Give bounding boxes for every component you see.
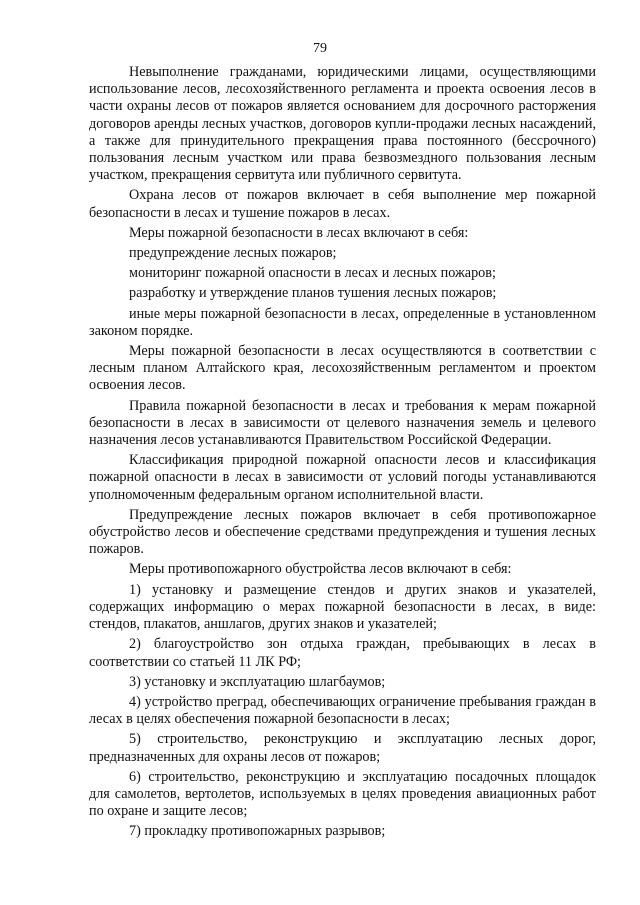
document-body — [89, 64, 596, 841]
paragraph: Меры пожарной безопасности в лесах осуществляются в соответствии с лесным планом Алтайского края, лесохозяйственным регламентом и проектом освоения лесов. — [89, 343, 596, 394]
list-item: мониторинг пожарной опасности в лесах и лесных пожаров; — [129, 265, 496, 282]
paragraph: Невыполнение гражданами, юридическими лицами, осуществляющими использование лесов, лесохозяйственного регламента и проекта освоения лесов в части охраны лесов от пожаров является основанием для досрочного расторжения договоров аренды лесных участков, договоров купли-продажи лесных насаждений, а также для принудительного прекращения права постоянного (бессрочного) пользования лесным участком или права безвозмездного пользования лесным участком, прекращения сервитута или публичного сервитута. — [89, 64, 596, 184]
page-number: 79 — [313, 41, 327, 56]
list-item: 6) строительство, реконструкцию и эксплуатацию посадочных площадок для самолетов, вертолетов, используемых в целях проведения авиационных работ по охране и защите лесов; — [89, 768, 596, 820]
list-item: 4) устройство преград, обеспечивающих ограничение пребывания граждан в лесах в целях обеспечения пожарной безопасности в лесах; — [89, 693, 596, 728]
paragraph: Меры пожарной безопасности в лесах включают в себя: — [129, 224, 469, 241]
paragraph: Правила пожарной безопасности в лесах и требования к мерам пожарной безопасности в лесах в зависимости от целевого назначения земель и целевого назначения лесов устанавливаются Правительством Российской Федерации. — [89, 397, 596, 449]
list-item: 1) установку и размещение стендов и других знаков и указателей, содержащих информацию о мерах пожарной безопасности в лесах, в виде: стендов, плакатов, аншлагов, других знаков и указателей; — [89, 581, 596, 633]
paragraph: Классификация природной пожарной опасности лесов и классификация пожарной опасности в лесах в зависимости от условий погоды устанавливаются уполномоченным федеральным органом исполнительной власти. — [89, 452, 596, 503]
paragraph: Предупреждение лесных пожаров включает в себя противопожарное обустройство лесов и обеспечение средствами предупреждения и тушения лесных пожаров. — [89, 506, 596, 558]
list-item: иные меры пожарной безопасности в лесах, определенные в установленном законом порядке. — [89, 305, 596, 339]
paragraph: Меры противопожарного обустройства лесов включают в себя: — [129, 561, 512, 578]
list-item: разработку и утверждение планов тушения лесных пожаров; — [129, 285, 497, 302]
list-item: 3) установку и эксплуатацию шлагбаумов; — [129, 673, 386, 690]
paragraph: Охрана лесов от пожаров включает в себя выполнение мер пожарной безопасности в лесах и тушение пожаров в лесах. — [89, 187, 596, 221]
list-item: предупреждение лесных пожаров; — [129, 245, 337, 262]
list-item: 2) благоустройство зон отдыха граждан, пребывающих в лесах в соответствии со статьей 11 ЛК РФ; — [89, 636, 596, 670]
list-item: 7) прокладку противопожарных разрывов; — [129, 823, 386, 840]
list-item: 5) строительство, реконструкцию и эксплуатацию лесных дорог, предназначенных для охраны лесов от пожаров; — [89, 731, 596, 765]
